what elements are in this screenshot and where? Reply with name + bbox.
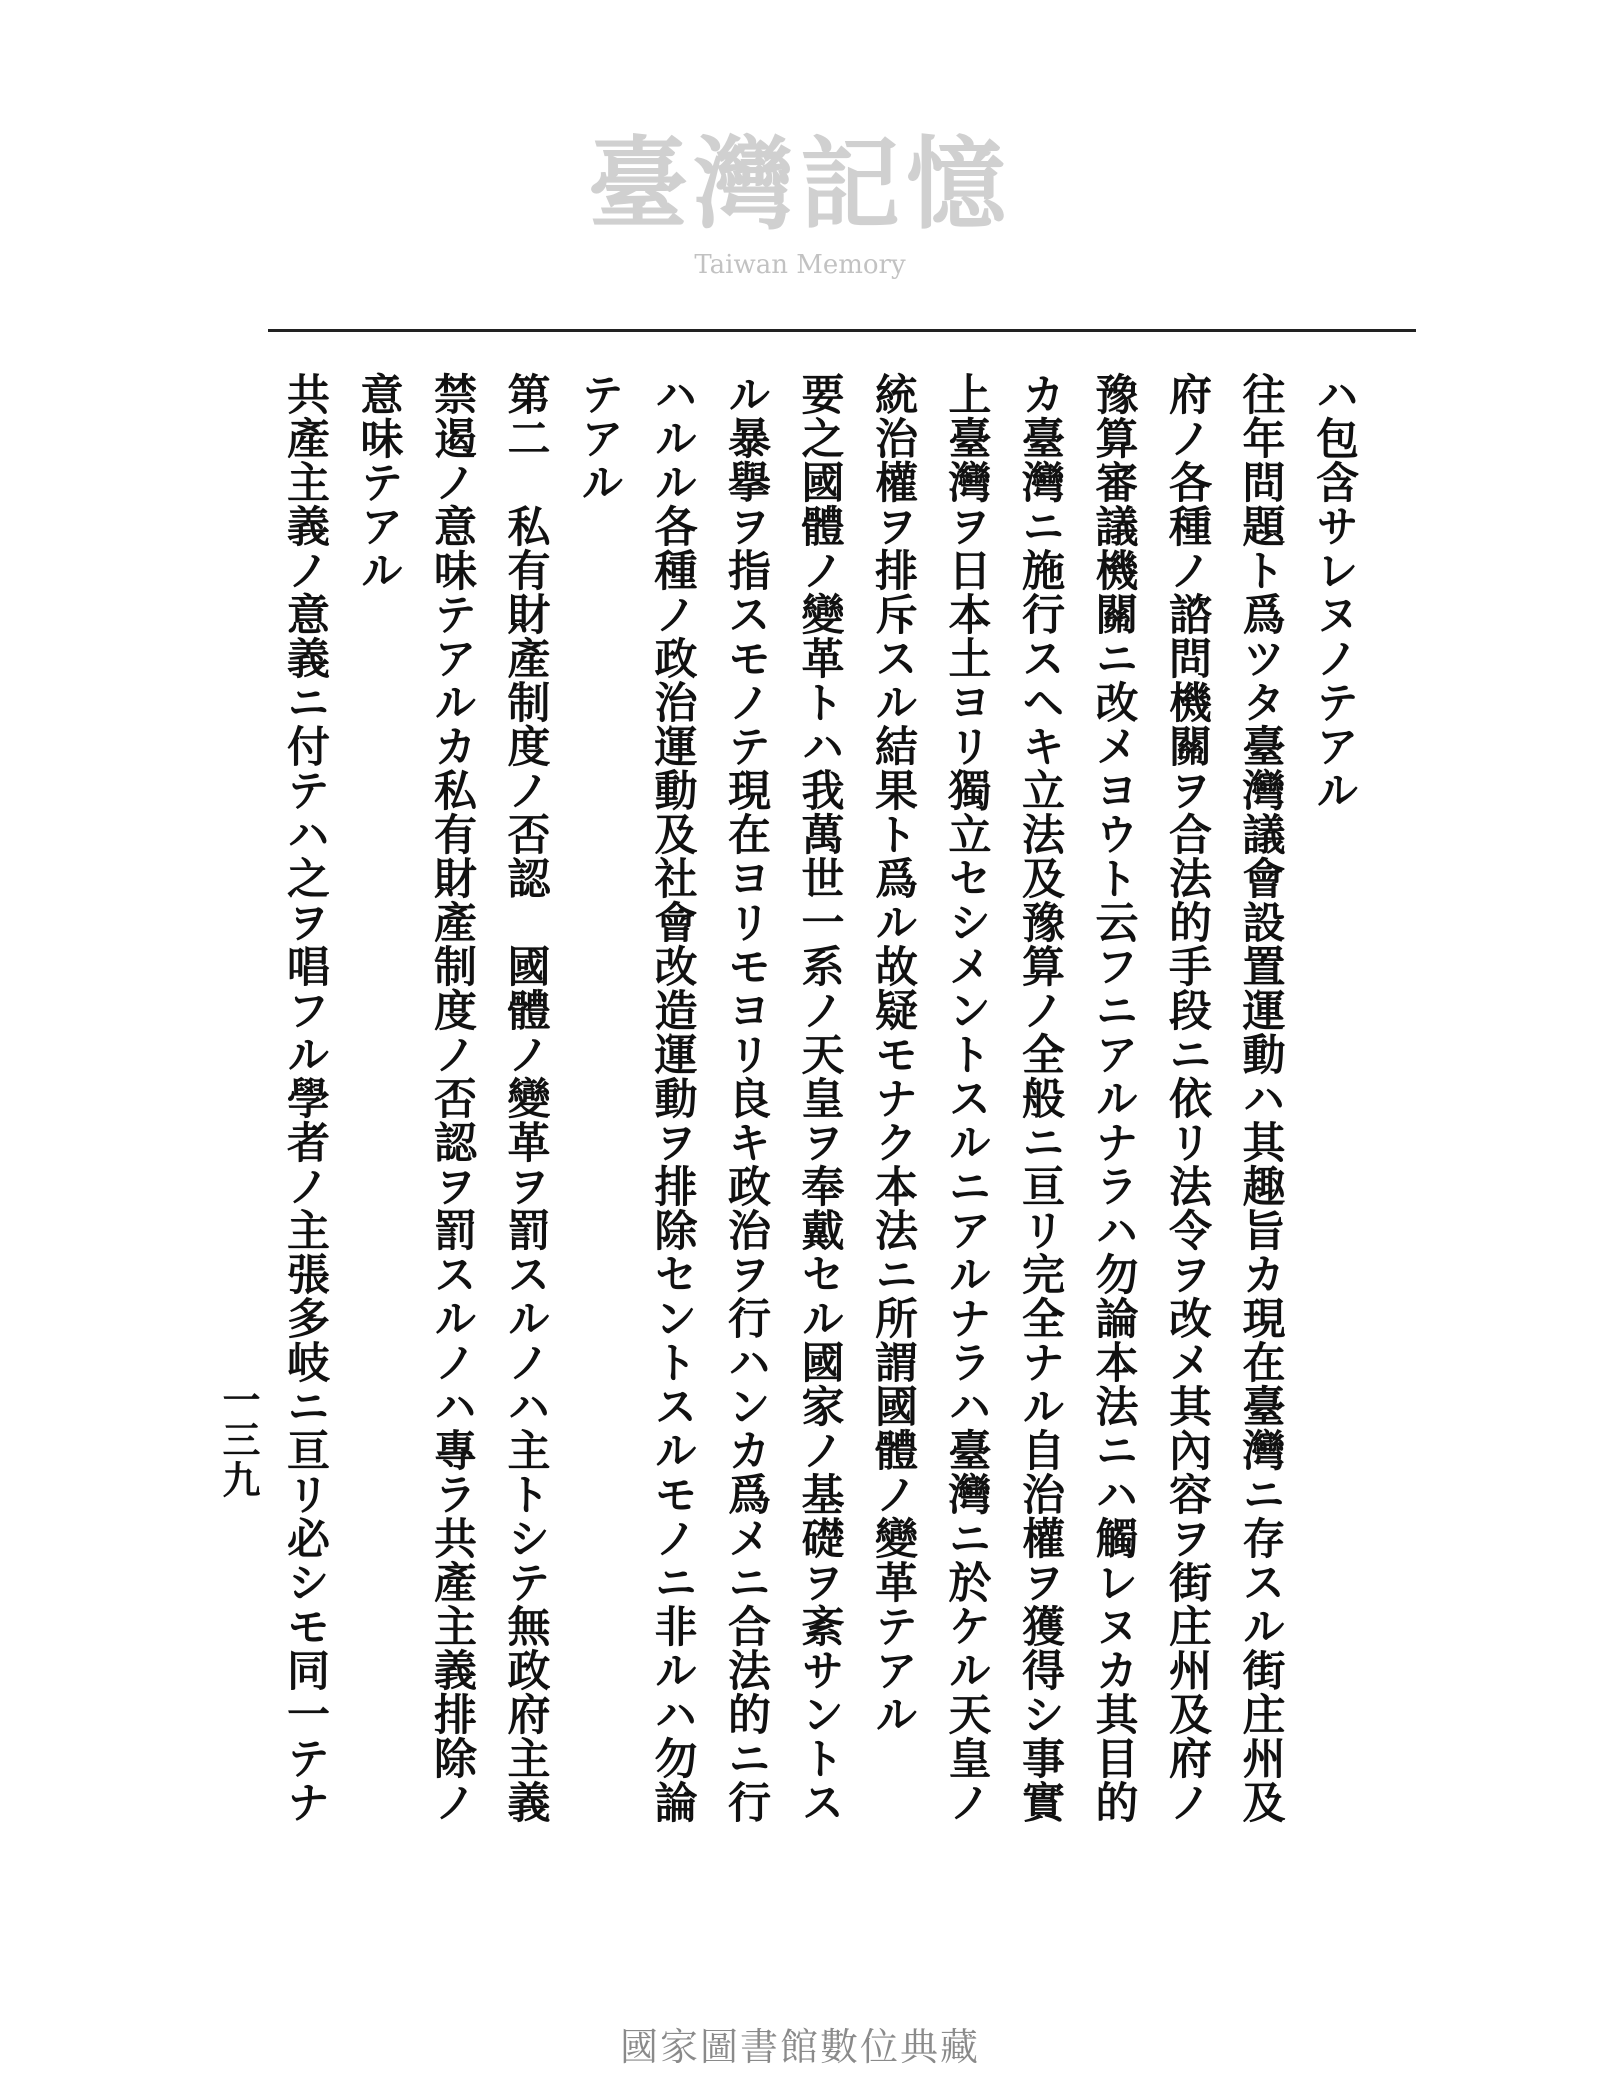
text-column: ハルル各種ノ政治運動及社會改造運動ヲ排除セントスルモノニ非ルハ勿論 (647, 372, 698, 1824)
text-column: 豫算審議機關ニ改メヨウト云フニアルナラハ勿論本法ニハ觸レヌカ其目的 (1088, 372, 1139, 1824)
text-column: 第二 私有財產制度ノ否認 國體ノ變革ヲ罰スルノハ主トシテ無政府主義 (500, 372, 551, 1824)
body-text (268, 372, 1371, 1832)
text-column: テアル (574, 372, 624, 504)
text-column: ル暴擧ヲ指スモノテ現在ヨリモヨリ良キ政治ヲ行ハンカ爲メニ合法的ニ行 (721, 372, 771, 1824)
text-column: 上臺灣ヲ日本土ヨリ獨立セシメントスルニアルナラハ臺灣ニ於ケル天皇ノ (941, 372, 992, 1824)
text-column: 府ノ各種ノ諮問機關ヲ合法的手段ニ依リ法令ヲ改メ其內容ヲ街庄州及府ノ (1162, 372, 1212, 1824)
text-column: カ臺灣ニ施行スヘキ立法及豫算ノ全般ニ亘リ完全ナル自治權ヲ獲得シ事實 (1015, 372, 1065, 1824)
text-column: 往年問題ト爲ツタ臺灣議會設置運動ハ其趣旨カ現在臺灣ニ存スル街庄州及 (1235, 372, 1286, 1824)
text-column: 統治權ヲ排斥スル結果ト爲ル故疑モナク本法ニ所謂國體ノ變革テアル (868, 372, 918, 1736)
header-rule (268, 329, 1416, 332)
watermark-logo-en: Taiwan Memory (694, 250, 906, 280)
text-column: 要之國體ノ變革トハ我萬世一系ノ天皇ヲ奉戴セル國家ノ基礎ヲ紊サントス (794, 372, 845, 1824)
page-number: 一三九 (216, 1380, 261, 1500)
text-column: 意味テアル (353, 372, 404, 592)
text-column: ハ包含サレヌノテアル (1309, 372, 1359, 812)
footer-credit: 國家圖書館數位典藏 (619, 2025, 980, 2069)
text-column: 共產主義ノ意義ニ付テハ之ヲ唱フル學者ノ主張多岐ニ亘リ必シモ同一テナ (280, 372, 330, 1824)
text-column: 禁遏ノ意味テアルカ私有財產制度ノ否認ヲ罰スルノハ專ラ共產主義排除ノ (427, 372, 477, 1824)
watermark-logo: 臺灣記憶 (588, 126, 1012, 243)
